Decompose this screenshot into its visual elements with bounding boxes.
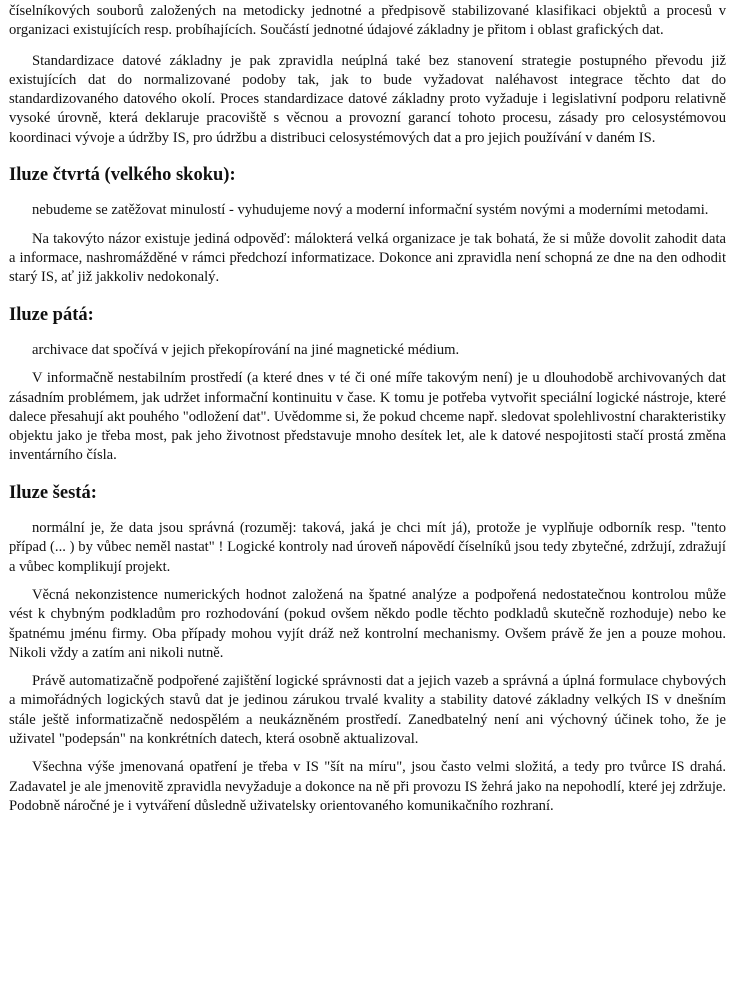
paragraph-continuation: číselníkových souborů založených na metodicky jednotné a předpisově stabilizované klasifikaci objektů a procesů v organizaci existujících resp. probíhajících. Součástí jednotné údajové základny je přitom i oblast grafických dat. [9,3,726,39]
paragraph-iluze-sesta-2: Právě automatizačně podpořené zajištění logické správnosti dat a jejich vazeb a správná a úplná formulace chybových a mimořádných logických stavů dat je jedinou zárukou trvalé kvality a stability datové základny velkých IS v dnešním stále ještě informatizačně nedospělém a neukázněném prostředí. Zanedbatelný není ani výchovný účinek toho, že je uživatel "podepsán" na konkrétních datech, která osobně aktualizoval. [9,673,726,748]
paragraph-iluze-sesta-1: Věcná nekonzistence numerických hodnot založená na špatné analýze a podpořená nedostatečnou kontrolou může vést k chybným podkladům pro rozhodování (pokud ovšem někdo podle těchto podkladů skutečně rozhoduje) nebo ke špatnému jménu firmy. Oba případy mohou vyjít dráž než kontrolní mechanismy. Ovšem právě že jen a pouze mohou. Nikoli vždy a zatím ani nikoli nutně. [9,586,726,661]
heading-iluze-ctvrta: Iluze čtvrtá (velkého skoku): [9,165,236,186]
lead-iluze-ctvrta: nebudeme se zatěžovat minulostí - vyhudujeme nový a moderní informační systém novými a moderními metodami. [32,202,709,219]
lead-iluze-pata: archivace dat spočívá v jejich překopírování na jiné magnetické médium. [32,341,460,358]
heading-iluze-pata: Iluze pátá: [9,304,94,325]
paragraph-standardization: Standardizace datové základny je pak zpravidla neúplná také bez stanovení strategie postupného převodu již existujících dat do normalizované podoby tak, jak to bude vyžadovat naléhavost integrace těchto dat do standardizovaného datového okolí. Proces standardizace datové základny proto vyžaduje i legislativní podporu relativně vysoké úrovně, která deklaruje pracoviště s věcnou a provozní garancí tohoto procesu, zásady pro celosystémovou koordinaci vývoje a údržby IS, pro údržbu a distribuci celosystémových dat a pro jejich používání v daném IS. [9,52,726,146]
paragraph-iluze-pata-1: V informačně nestabilním prostředí (a které dnes v té či oné míře takovým není) je u dlouhodobě archivovaných dat zásadním problémem, jak udržet informační kontinuitu v čase. K tomu je potřeba vytvořit speciální logické nástroje, které dalece přesahují akt pouhého "odložení dat". Uvědomme si, že pokud chceme např. sledovat spolehlivostní charakteristiky objektu jako je třeba most, pak jeho životnost představuje mnoho desítek let, ale k datové nespojitosti stačí prostá změna inventárního čísla. [9,370,726,464]
lead-iluze-sesta: normální je, že data jsou správná (rozuměj: taková, jaká je chci mít já), protože je vyplňuje odborník resp. "tento případ (... ) by vůbec neměl nastat" ! Logické kontroly nad úroveň nápovědí číselníků jsou tedy zbytečné, zdržují, zdražují a vůbec komplikují projekt. [9,520,726,575]
document-page [0,2,735,990]
heading-iluze-sesta: Iluze šestá: [9,482,97,503]
paragraph-iluze-sesta-3: Všechna výše jmenovaná opatření je třeba v IS "šít na míru", jsou často velmi složitá, a tedy pro tvůrce IS drahá. Zadavatel je ale jmenovitě zpravidla nevyžaduje a dokonce na ně při provozu IS žehrá jako na nepohodlí, které jej zdržuje. Podobně náročné je i vytváření důsledně uživatelsky orientovaného komunikačního rozhraní. [9,759,726,814]
paragraph-iluze-ctvrta-1: Na takovýto názor existuje jediná odpověď: málokterá velká organizace je tak bohatá, že si může dovolit zahodit data a informace, nashromážděné v rámci předchozí informatizace. Dokonce ani zpravidla není schopná ze dne na den odhodit starý IS, ať již jakkoliv nedokonalý. [9,230,726,286]
